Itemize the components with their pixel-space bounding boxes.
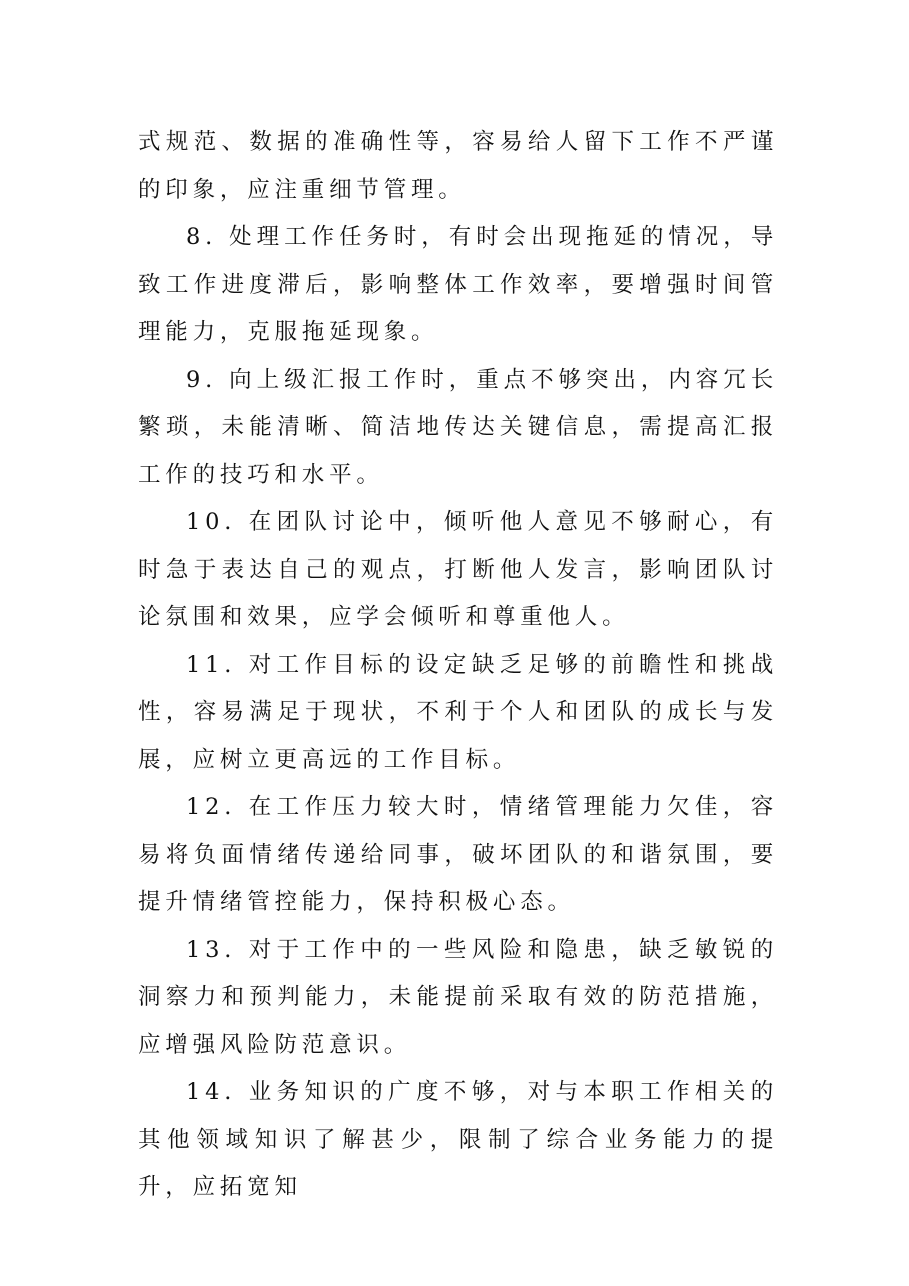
document-body <box>138 119 778 1212</box>
paragraph-item-11: 11. 对工作目标的设定缺乏足够的前瞻性和挑战性，容易满足于现状，不利于个人和团队的成长与发展，应树立更高远的工作目标。 <box>138 651 778 773</box>
paragraph-item-13: 13. 对于工作中的一些风险和隐患，缺乏敏锐的洞察力和预判能力，未能提前采取有效的防范措施，应增强风险防范意识。 <box>138 936 778 1058</box>
paragraph-item-9: 9. 向上级汇报工作时，重点不够突出，内容冗长繁琐，未能清晰、简洁地传达关键信息，需提高汇报工作的技巧和水平。 <box>138 366 778 488</box>
paragraph-item-10: 10. 在团队讨论中，倾听他人意见不够耐心，有时急于表达自己的观点，打断他人发言，影响团队讨论氛围和效果，应学会倾听和尊重他人。 <box>138 509 778 630</box>
paragraph-item-12: 12. 在工作压力较大时，情绪管理能力欠佳，容易将负面情绪传递给同事，破坏团队的和谐氛围，要提升情绪管控能力，保持积极心态。 <box>138 794 778 915</box>
paragraph-item-8: 8. 处理工作任务时，有时会出现拖延的情况，导致工作进度滞后，影响整体工作效率，要增强时间管理能力，克服拖延现象。 <box>138 224 778 345</box>
paragraph-item-14: 14. 业务知识的广度不够，对与本职工作相关的其他领域知识了解甚少，限制了综合业务能力的提升，应拓宽知 <box>138 1079 778 1200</box>
paragraph-continuation: 式规范、数据的准确性等，容易给人留下工作不严谨的印象，应注重细节管理。 <box>138 129 778 203</box>
